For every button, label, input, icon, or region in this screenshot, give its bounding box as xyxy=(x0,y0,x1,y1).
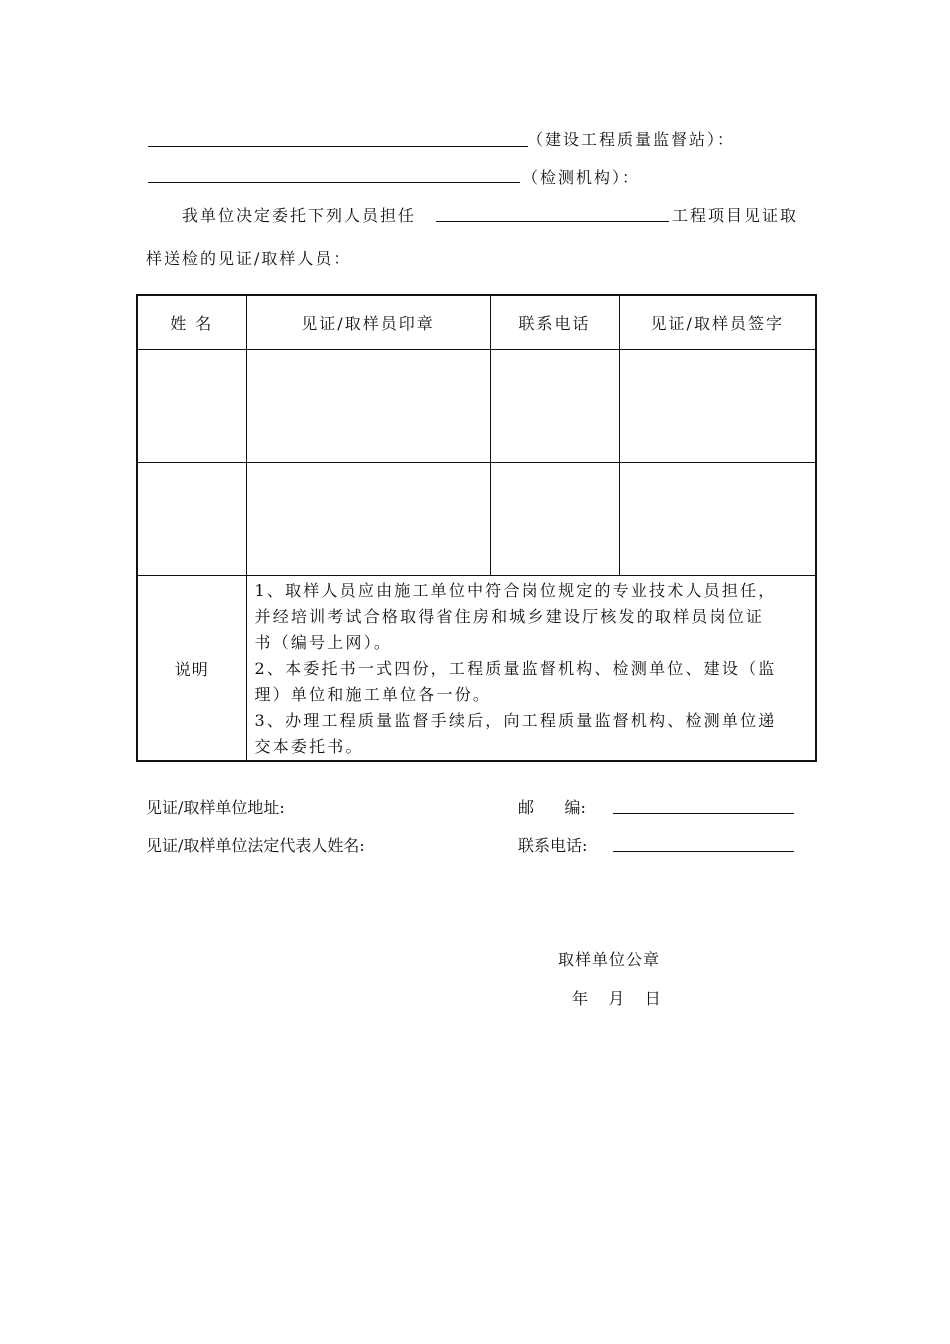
col-header-phone: 联系电话 xyxy=(490,295,619,350)
intro-prefix: 我单位决定委托下列人员担任 xyxy=(182,206,417,225)
signature-cell[interactable] xyxy=(619,350,816,463)
project-name-blank[interactable] xyxy=(436,221,669,222)
note-line: 理）单位和施工单位各一份。 xyxy=(254,685,492,704)
phone-cell[interactable] xyxy=(490,463,619,576)
date-label: 年 月 日 xyxy=(572,989,661,1008)
postcode-label: 邮 编: xyxy=(518,798,586,817)
postcode-blank[interactable] xyxy=(613,813,794,814)
seal-cell[interactable] xyxy=(246,350,490,463)
intro-line2: 样送检的见证/取样人员： xyxy=(146,249,352,268)
address-label: 见证/取样单位地址: xyxy=(146,798,285,817)
phone-cell[interactable] xyxy=(490,350,619,463)
intro-suffix: 工程项目见证取 xyxy=(672,206,799,225)
notes-label: 说明 xyxy=(137,576,246,762)
note-line: 2、本委托书一式四份，工程质量监督机构、检测单位、建设（监 xyxy=(254,659,777,678)
name-cell[interactable] xyxy=(137,350,246,463)
legal-rep-label: 见证/取样单位法定代表人姓名: xyxy=(146,836,365,855)
phone-label: 联系电话: xyxy=(518,836,588,855)
company-seal-label: 取样单位公章 xyxy=(558,950,661,969)
col-header-signature: 见证/取样员签字 xyxy=(619,295,816,350)
testing-agency-blank[interactable] xyxy=(148,182,520,183)
col-header-seal: 见证/取样员印章 xyxy=(246,295,490,350)
col-header-name: 姓 名 xyxy=(137,295,246,350)
signature-cell[interactable] xyxy=(619,463,816,576)
note-line: 并经培训考试合格取得省住房和城乡建设厅核发的取样员岗位证 xyxy=(254,607,765,626)
testing-agency-label: （检测机构）： xyxy=(522,168,641,187)
notes-row xyxy=(137,576,816,762)
notes-body xyxy=(246,576,816,762)
note-line: 书（编号上网）。 xyxy=(254,633,393,652)
supervision-station-blank[interactable] xyxy=(148,146,528,147)
note-line: 1、取样人员应由施工单位中符合岗位规定的专业技术人员担任， xyxy=(254,581,777,600)
note-line: 3、办理工程质量监督手续后，向工程质量监督机构、检测单位递 xyxy=(254,711,777,730)
supervision-station-label: （建设工程质量监督站）： xyxy=(527,130,736,149)
table-row xyxy=(137,463,816,576)
witness-sampling-table xyxy=(136,294,817,762)
name-cell[interactable] xyxy=(137,463,246,576)
note-line: 交本委托书。 xyxy=(254,737,364,756)
table-row xyxy=(137,350,816,463)
seal-cell[interactable] xyxy=(246,463,490,576)
phone-blank[interactable] xyxy=(613,851,794,852)
table-header-row xyxy=(137,295,816,350)
